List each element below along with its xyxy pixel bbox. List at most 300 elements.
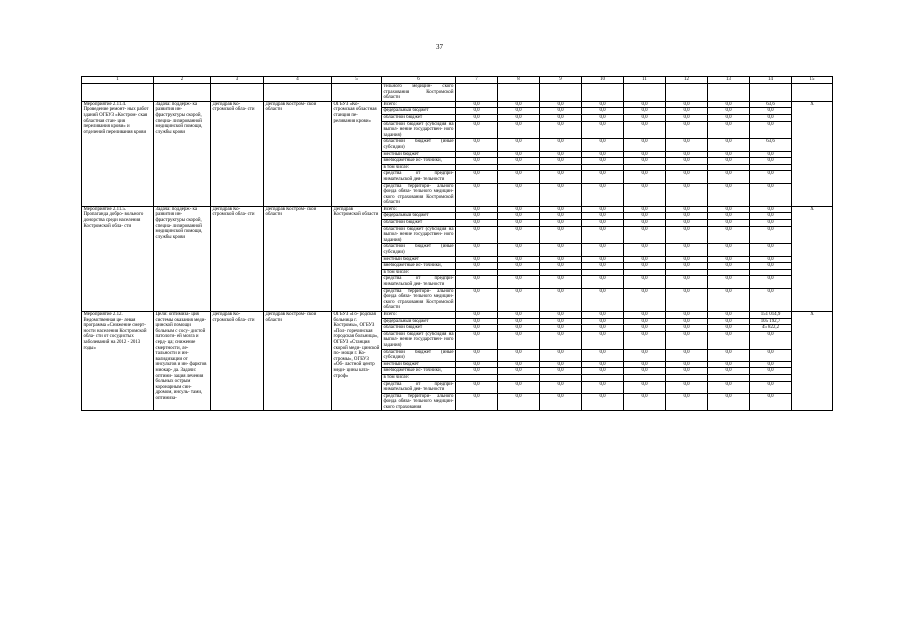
source-label: местный бюджет: [382, 256, 456, 263]
empty-cell: [211, 84, 264, 102]
value-cell: 0,0: [624, 288, 666, 311]
value-cell: 0,0: [498, 349, 540, 361]
source-label: федеральный бюджет: [382, 213, 456, 220]
value-cell: 0,0: [666, 381, 708, 393]
value-cell: 0,0: [456, 244, 498, 256]
value-cell: 63,6: [750, 101, 792, 108]
value-cell: 0,0: [750, 288, 792, 311]
value-cell: 0,0: [582, 349, 624, 361]
value-cell: 0,0: [582, 263, 624, 270]
empty-cell: [666, 84, 708, 102]
value-cell: 0,0: [666, 206, 708, 213]
source-label: средства от предпри- нимательской дея- тельности: [383, 276, 454, 287]
source-label: федеральный бюджет: [382, 108, 456, 115]
value-cell: 0,0: [666, 288, 708, 311]
value-cell: 0,0: [666, 114, 708, 121]
value-cell: 0,0: [498, 139, 540, 151]
value-cell: 0,0: [456, 226, 498, 244]
value-cell: 0,0: [498, 151, 540, 158]
value-cell: 45 822,2: [750, 325, 792, 332]
value-cell: 0,0: [498, 256, 540, 263]
value-cell: 0,0: [582, 114, 624, 121]
value-cell: [540, 374, 582, 381]
header-row: [82, 77, 833, 84]
value-cell: 0,0: [666, 276, 708, 288]
value-cell: 0,0: [624, 151, 666, 158]
value-cell: 0,0: [540, 151, 582, 158]
value-cell: 0,0: [666, 256, 708, 263]
value-cell: 0,0: [456, 311, 498, 318]
value-cell: 0,0: [498, 325, 540, 332]
value-cell: 0,0: [708, 183, 750, 206]
column-header: 13: [708, 77, 750, 84]
value-cell: 0,0: [666, 121, 708, 139]
value-cell: 0,0: [498, 158, 540, 165]
value-cell: 0,0: [708, 256, 750, 263]
value-cell: 0,0: [582, 325, 624, 332]
value-cell: 63,6: [750, 139, 792, 151]
value-cell: 0,0: [582, 381, 624, 393]
value-cell: 0,0: [540, 325, 582, 332]
value-cell: 0,0: [498, 114, 540, 121]
section-c3: Депздрав Ко- стромской обла- сти: [211, 206, 264, 311]
value-cell: 0,0: [708, 114, 750, 121]
value-cell: [456, 269, 498, 276]
value-cell: 0,0: [582, 318, 624, 325]
value-cell: 0,0: [624, 139, 666, 151]
section-c5: ОГБУЗ «Ко- стромская областная станция пе- реливания крови»: [332, 101, 382, 206]
source-label: Всего:: [382, 101, 456, 108]
value-cell: 0,0: [582, 220, 624, 227]
value-cell: 0,0: [456, 256, 498, 263]
empty-cell: [750, 84, 792, 102]
section-c15: X: [792, 311, 833, 411]
value-cell: 0,0: [624, 349, 666, 361]
section-c4: Депздрав Костром- ской области: [264, 206, 332, 311]
value-cell: 0,0: [624, 114, 666, 121]
value-cell: 0,0: [582, 158, 624, 165]
column-header: 8: [498, 77, 540, 84]
value-cell: 0,0: [708, 349, 750, 361]
value-cell: 0,0: [750, 331, 792, 349]
value-cell: 0,0: [456, 183, 498, 206]
value-cell: 0,0: [750, 381, 792, 393]
value-cell: 0,0: [582, 151, 624, 158]
value-cell: 0,0: [624, 108, 666, 115]
value-cell: 0,0: [540, 101, 582, 108]
value-cell: 0,0: [456, 220, 498, 227]
source-label: областной бюджет (субсидия на выпол- нение государствен- ного задания): [383, 331, 454, 348]
value-cell: 0,0: [708, 325, 750, 332]
value-cell: 0,0: [624, 206, 666, 213]
value-cell: 0,0: [624, 276, 666, 288]
source-label: Всего:: [382, 206, 456, 213]
value-cell: [582, 374, 624, 381]
value-cell: 0,0: [708, 121, 750, 139]
value-cell: 0,0: [498, 220, 540, 227]
value-cell: 151 014,9: [750, 311, 792, 318]
value-cell: 0,0: [666, 393, 708, 411]
empty-cell: [708, 84, 750, 102]
value-cell: 0,0: [708, 311, 750, 318]
value-cell: 0,0: [666, 331, 708, 349]
budget-table: [81, 76, 833, 411]
value-cell: 0,0: [666, 101, 708, 108]
value-cell: 0,0: [624, 171, 666, 183]
column-header: 3: [211, 77, 264, 84]
value-cell: 0,0: [708, 206, 750, 213]
empty-cell: [582, 84, 624, 102]
value-cell: 0,0: [498, 101, 540, 108]
source-label: внебюджетные ис- точники,: [382, 263, 456, 270]
value-cell: 0,0: [582, 361, 624, 368]
value-cell: [708, 374, 750, 381]
value-cell: 0,0: [456, 114, 498, 121]
value-cell: 0,0: [582, 121, 624, 139]
value-cell: 0,0: [582, 276, 624, 288]
section-c3: Депздрав Ко- стромской обла- сти: [211, 311, 264, 411]
source-label: областной бюджет (иные субсидии): [383, 349, 454, 361]
value-cell: 0,0: [666, 158, 708, 165]
source-label: местный бюджет: [382, 151, 456, 158]
value-cell: 0,0: [540, 171, 582, 183]
value-cell: 0,0: [498, 331, 540, 349]
section-c5: ОГБУЗ «Го- родская больница г. Костромы», ОГБУЗ «Пол- горечинская городская больница», ОГБУЗ «Станция скорой меди- цинской по- мощи г. Ко- стромы», ОГБУЗ «Об- ластной центр меди- цины ката- строф»: [332, 311, 382, 411]
value-cell: 0,0: [540, 349, 582, 361]
value-cell: 0,0: [498, 213, 540, 220]
value-cell: 0,0: [708, 213, 750, 220]
value-cell: 0,0: [708, 171, 750, 183]
value-cell: 0,0: [750, 276, 792, 288]
empty-cell: [264, 84, 332, 102]
column-header: 5: [332, 77, 382, 84]
value-cell: 0,0: [540, 220, 582, 227]
value-cell: 0,0: [498, 288, 540, 311]
value-cell: 0,0: [582, 288, 624, 311]
value-cell: 0,0: [666, 108, 708, 115]
source-label: областной бюджет: [382, 114, 456, 121]
value-cell: [666, 269, 708, 276]
value-cell: 0,0: [624, 325, 666, 332]
source-label: средства территори- ального фонда обяза- тельного медицин- ского страхования: [383, 393, 454, 410]
value-cell: 0,0: [456, 318, 498, 325]
value-cell: 0,0: [498, 263, 540, 270]
value-cell: 0,0: [624, 101, 666, 108]
source-label: в том числе:: [382, 164, 456, 171]
value-cell: [750, 374, 792, 381]
value-cell: [666, 374, 708, 381]
value-cell: 0,0: [624, 244, 666, 256]
value-cell: 0,0: [750, 361, 792, 368]
section-c1: Мероприятие 2.11.4. Проведение ремонт- ных работ зданий ОГБУЗ «Костром- ская областная стан- ция переливания крови» и отделений переливания крови: [82, 101, 154, 206]
section-c3: Депздрав Ко- стромской обла- сти: [211, 101, 264, 206]
value-cell: 0,0: [750, 114, 792, 121]
value-cell: 0,0: [456, 361, 498, 368]
source-label: областной бюджет (субсидия на выпол- нение государствен- ного задания): [383, 121, 454, 138]
value-cell: 0,0: [540, 139, 582, 151]
value-cell: 0,0: [708, 226, 750, 244]
section-c1: Мероприятие 2.11.5. Пропаганда добро- вольного донорства среди населения Костромской обла- сти: [82, 206, 154, 311]
empty-cell: [498, 84, 540, 102]
value-cell: 0,0: [750, 226, 792, 244]
section-c15: X: [792, 101, 833, 206]
source-label: в том числе:: [382, 374, 456, 381]
empty-cell: [332, 84, 382, 102]
value-cell: 0,0: [666, 349, 708, 361]
value-cell: 0,0: [750, 256, 792, 263]
value-cell: 0,0: [708, 244, 750, 256]
value-cell: 0,0: [498, 108, 540, 115]
page-number: 37: [436, 43, 443, 51]
column-header: 12: [666, 77, 708, 84]
value-cell: 0,0: [540, 381, 582, 393]
value-cell: 0,0: [750, 206, 792, 213]
value-cell: 0,0: [582, 256, 624, 263]
value-cell: 0,0: [540, 331, 582, 349]
value-cell: 0,0: [456, 158, 498, 165]
value-cell: 0,0: [498, 244, 540, 256]
value-cell: 0,0: [582, 368, 624, 375]
value-cell: 0,0: [582, 226, 624, 244]
empty-cell: [154, 84, 211, 102]
value-cell: 0,0: [498, 381, 540, 393]
table-row: [82, 311, 833, 318]
value-cell: 0,0: [750, 108, 792, 115]
value-cell: 0,0: [582, 139, 624, 151]
value-cell: 0,0: [750, 183, 792, 206]
value-cell: 0,0: [498, 206, 540, 213]
section-c15: X: [792, 206, 833, 311]
value-cell: 0,0: [666, 263, 708, 270]
value-cell: 0,0: [666, 139, 708, 151]
column-header: 4: [264, 77, 332, 84]
value-cell: 0,0: [666, 213, 708, 220]
column-header: 7: [456, 77, 498, 84]
value-cell: 0,0: [582, 108, 624, 115]
value-cell: 0,0: [540, 318, 582, 325]
value-cell: 0,0: [540, 368, 582, 375]
source-label: внебюджетные ис- точники,: [382, 158, 456, 165]
value-cell: 0,0: [624, 183, 666, 206]
value-cell: 0,0: [540, 226, 582, 244]
value-cell: 0,0: [708, 108, 750, 115]
value-cell: 0,0: [666, 311, 708, 318]
value-cell: 0,0: [708, 101, 750, 108]
value-cell: 0,0: [582, 213, 624, 220]
value-cell: 0,0: [708, 263, 750, 270]
column-header: 1: [82, 77, 154, 84]
value-cell: 0,0: [624, 121, 666, 139]
value-cell: 0,0: [624, 393, 666, 411]
value-cell: 0,0: [708, 368, 750, 375]
value-cell: [456, 374, 498, 381]
value-cell: 0,0: [624, 311, 666, 318]
value-cell: 0,0: [582, 183, 624, 206]
value-cell: 0,0: [456, 349, 498, 361]
value-cell: 0,0: [750, 171, 792, 183]
value-cell: 0,0: [750, 244, 792, 256]
value-cell: 0,0: [540, 288, 582, 311]
value-cell: 0,0: [708, 393, 750, 411]
column-header: 11: [624, 77, 666, 84]
value-cell: 0,0: [540, 361, 582, 368]
source-label: областной бюджет: [382, 325, 456, 332]
value-cell: 0,0: [582, 171, 624, 183]
value-cell: 0,0: [666, 226, 708, 244]
source-label: средства территори- ального фонда обяза- тельного медицин- ского страхования Костромской области: [383, 183, 454, 206]
value-cell: 0,0: [540, 158, 582, 165]
value-cell: [582, 269, 624, 276]
source-label: Всего:: [382, 311, 456, 318]
empty-cell: [624, 84, 666, 102]
value-cell: 0,0: [582, 101, 624, 108]
value-cell: 0,0: [750, 393, 792, 411]
value-cell: 0,0: [456, 139, 498, 151]
column-header: 9: [540, 77, 582, 84]
value-cell: [624, 374, 666, 381]
value-cell: 0,0: [624, 368, 666, 375]
value-cell: 0,0: [666, 361, 708, 368]
value-cell: 0,0: [624, 158, 666, 165]
source-label: федеральный бюджет: [382, 318, 456, 325]
value-cell: 0,0: [708, 151, 750, 158]
value-cell: 0,0: [708, 158, 750, 165]
value-cell: 0,0: [498, 361, 540, 368]
empty-cell: [792, 84, 833, 102]
value-cell: 0,0: [666, 325, 708, 332]
value-cell: 0,0: [498, 311, 540, 318]
source-label: средства от предпри- нимательской дея- тельности: [383, 171, 454, 182]
value-cell: [498, 374, 540, 381]
value-cell: 0,0: [498, 318, 540, 325]
source-label: областной бюджет: [382, 220, 456, 227]
value-cell: 0,0: [456, 108, 498, 115]
value-cell: 0,0: [540, 183, 582, 206]
value-cell: 0,0: [624, 331, 666, 349]
column-header: 2: [154, 77, 211, 84]
section-c4: Депздрав Костром- ской области: [264, 101, 332, 206]
value-cell: 0,0: [708, 276, 750, 288]
value-cell: 0,0: [456, 151, 498, 158]
value-cell: 0,0: [666, 151, 708, 158]
value-cell: 0,0: [582, 393, 624, 411]
source-label: областной бюджет (субсидия на выпол- нение государствен- ного задания): [383, 226, 454, 243]
continuation-row: [82, 84, 833, 102]
value-cell: 0,0: [540, 244, 582, 256]
value-cell: 0,0: [750, 121, 792, 139]
value-cell: 0,0: [666, 244, 708, 256]
value-cell: 0,0: [582, 244, 624, 256]
value-cell: [582, 164, 624, 171]
value-cell: 0,0: [498, 276, 540, 288]
source-label: областной бюджет (иные субсидии): [383, 244, 454, 256]
value-cell: 0,0: [456, 381, 498, 393]
value-cell: 0,0: [624, 381, 666, 393]
empty-cell: [540, 84, 582, 102]
value-cell: 0,0: [456, 213, 498, 220]
value-cell: 0,0: [708, 139, 750, 151]
value-cell: 0,0: [750, 213, 792, 220]
value-cell: 0,0: [456, 368, 498, 375]
value-cell: [750, 269, 792, 276]
value-cell: 0,0: [456, 206, 498, 213]
value-cell: [624, 164, 666, 171]
value-cell: 0,0: [456, 288, 498, 311]
value-cell: 0,0: [750, 220, 792, 227]
value-cell: [666, 164, 708, 171]
value-cell: 0,0: [456, 263, 498, 270]
source-label: тельного медицин- ского страхования Костромской области: [383, 84, 454, 101]
value-cell: [498, 164, 540, 171]
value-cell: 0,0: [666, 220, 708, 227]
empty-cell: [456, 84, 498, 102]
table-row: [82, 101, 833, 108]
value-cell: 0,0: [456, 393, 498, 411]
value-cell: 0,0: [708, 288, 750, 311]
value-cell: 0,0: [540, 114, 582, 121]
source-label: областной бюджет (иные субсидии): [383, 139, 454, 150]
value-cell: 0,0: [456, 101, 498, 108]
value-cell: 105 192,7: [750, 318, 792, 325]
empty-cell: [82, 84, 154, 102]
source-label: средства территори- ального фонда обяза- тельного медицин- ского страхования Костромской области: [383, 288, 454, 311]
value-cell: 0,0: [582, 206, 624, 213]
value-cell: 0,0: [624, 361, 666, 368]
value-cell: 0,0: [498, 121, 540, 139]
value-cell: [750, 164, 792, 171]
value-cell: 0,0: [708, 220, 750, 227]
value-cell: 0,0: [624, 226, 666, 244]
column-header: 6: [382, 77, 456, 84]
value-cell: [540, 164, 582, 171]
value-cell: 0,0: [456, 171, 498, 183]
source-label: местный бюджет: [382, 361, 456, 368]
value-cell: 0,0: [498, 368, 540, 375]
value-cell: [708, 164, 750, 171]
value-cell: 0,0: [666, 171, 708, 183]
source-label: в том числе:: [382, 269, 456, 276]
section-c2: Задача: поддерж- ка развития ин- фраструктуры скорой, специа- лизированной медицинской помощи, службы крови: [154, 101, 211, 206]
value-cell: 0,0: [624, 220, 666, 227]
section-c2: Цели: оптимиза- ция системы оказания меди- цинской помощи больным с сосу- дистой патологи- ей мозга и серд- ца; снижение смертности, ле- тальности и ин- валидизации от инсультов и ин- фарктов миокар- да. Задачи: оптими- зация лечения больных острым коронарным син- дромом, инсуль- тами, оптимиза-: [154, 311, 211, 411]
section-c1: Мероприятие 2.12. Ведомственная це- левая программа «Снижение смерт- ности населения Костромской обла- сти от сосудистых заболеваний на 2012 - 2013 годы»: [82, 311, 154, 411]
value-cell: 0,0: [456, 325, 498, 332]
value-cell: 0,0: [624, 256, 666, 263]
value-cell: 0,0: [624, 213, 666, 220]
value-cell: 0,0: [498, 171, 540, 183]
value-cell: 0,0: [540, 213, 582, 220]
table-row: [82, 206, 833, 213]
value-cell: 0,0: [456, 121, 498, 139]
value-cell: 0,0: [666, 318, 708, 325]
value-cell: 0,0: [624, 263, 666, 270]
value-cell: 0,0: [750, 158, 792, 165]
value-cell: 0,0: [624, 318, 666, 325]
value-cell: 0,0: [582, 311, 624, 318]
value-cell: 0,0: [750, 349, 792, 361]
value-cell: 0,0: [498, 393, 540, 411]
section-c2: Задача: поддерж- ка развития ин- фраструктуры скорой, специа- лизированной медицинской помощи, службы крови: [154, 206, 211, 311]
column-header: 15: [792, 77, 833, 84]
value-cell: 0,0: [750, 263, 792, 270]
value-cell: 0,0: [540, 108, 582, 115]
value-cell: 0,0: [666, 183, 708, 206]
value-cell: 0,0: [540, 206, 582, 213]
value-cell: 0,0: [540, 121, 582, 139]
value-cell: 0,0: [708, 381, 750, 393]
value-cell: 0,0: [540, 276, 582, 288]
section-c4: Депздрав Костром- ской области: [264, 311, 332, 411]
